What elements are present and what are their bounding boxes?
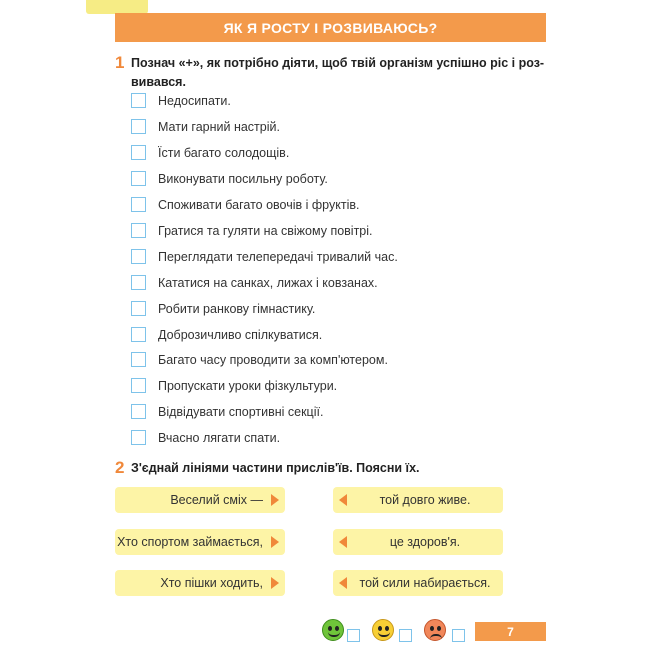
- list-item: [131, 144, 289, 161]
- task-1-number: 1: [115, 53, 125, 72]
- proverb-end-2: [333, 529, 503, 555]
- task-2-number: 2: [115, 458, 125, 477]
- checkbox[interactable]: [131, 352, 146, 367]
- task-1-instruction-line-2: вивався.: [131, 75, 186, 89]
- self-check-box-green[interactable]: [347, 629, 360, 642]
- task-1-instruction-line-1: Познач «+», як потрібно діяти, щоб твій організм успішно ріс і роз-: [131, 56, 545, 70]
- proverb-start-2: [115, 529, 285, 555]
- smile-mouth-icon: [328, 632, 340, 637]
- checkbox[interactable]: [131, 404, 146, 419]
- list-item: [131, 326, 322, 343]
- checkbox[interactable]: [131, 93, 146, 108]
- list-item: [131, 170, 328, 187]
- item-label: Вчасно лягати спати.: [158, 430, 281, 445]
- eye-icon: [378, 626, 382, 631]
- list-item: [131, 300, 315, 317]
- checkbox[interactable]: [131, 249, 146, 264]
- item-label: Споживати багато овочів і фруктів.: [158, 197, 360, 212]
- checkbox[interactable]: [131, 223, 146, 238]
- proverb-end-label: той довго живе.: [379, 493, 471, 507]
- item-label: Доброзичливо спілкуватися.: [158, 327, 323, 342]
- list-item: [131, 377, 337, 394]
- checkbox[interactable]: [131, 145, 146, 160]
- eye-icon: [430, 626, 434, 631]
- item-label: Кататися на санках, лижах і ковзанах.: [158, 275, 378, 290]
- list-item: [131, 248, 398, 265]
- checkbox[interactable]: [131, 430, 146, 445]
- checkbox[interactable]: [131, 119, 146, 134]
- proverb-start-1: [115, 487, 285, 513]
- checkbox[interactable]: [131, 197, 146, 212]
- eye-icon: [437, 626, 441, 631]
- eye-icon: [335, 626, 339, 631]
- list-item: [131, 92, 231, 109]
- item-label: Переглядати телепередачі тривалий час.: [158, 249, 398, 264]
- corner-tab: [86, 0, 148, 14]
- item-label: Робити ранкову гімнастику.: [158, 301, 316, 316]
- item-label: Відвідувати спортивні секції.: [158, 404, 324, 419]
- sad-mouth-icon: [430, 634, 442, 639]
- proverb-end-1: [333, 487, 503, 513]
- connector-arrow-left-icon[interactable]: [339, 577, 347, 589]
- item-label: Мати гарний настрій.: [158, 119, 280, 134]
- proverb-end-label: це здоров'я.: [389, 535, 461, 549]
- page-title: ЯК Я РОСТУ І РОЗВИВАЮСЬ?: [115, 13, 546, 42]
- proverb-start-label: Веселий сміх —: [170, 493, 263, 507]
- self-check-box-orange[interactable]: [452, 629, 465, 642]
- task-1-instruction: [131, 54, 544, 92]
- connector-arrow-right-icon[interactable]: [271, 577, 279, 589]
- proverb-start-label: Хто спортом займається,: [117, 535, 263, 549]
- checkbox[interactable]: [131, 275, 146, 290]
- list-item: [131, 429, 280, 446]
- item-label: Їсти багато солодощів.: [158, 145, 290, 160]
- proverb-end-label: той сили набирається.: [359, 576, 491, 590]
- checkbox[interactable]: [131, 171, 146, 186]
- list-item: [131, 351, 388, 368]
- eye-icon: [385, 626, 389, 631]
- proverb-end-3: [333, 570, 503, 596]
- item-label: Гратися та гуляти на свіжому повітрі.: [158, 223, 373, 238]
- yellow-smile-face-icon: [372, 619, 394, 641]
- checkbox[interactable]: [131, 327, 146, 342]
- task-2-instruction: З'єднай лініями частини прислів'їв. Поясни їх.: [131, 461, 420, 475]
- eye-icon: [328, 626, 332, 631]
- connector-arrow-right-icon[interactable]: [271, 494, 279, 506]
- list-item: [131, 222, 373, 239]
- connector-arrow-right-icon[interactable]: [271, 536, 279, 548]
- item-label: Недосипати.: [158, 93, 231, 108]
- list-item: [131, 274, 378, 291]
- proverb-start-label: Хто пішки ходить,: [160, 576, 263, 590]
- checkbox[interactable]: [131, 378, 146, 393]
- list-item: [131, 118, 280, 135]
- list-item: [131, 403, 323, 420]
- self-check-box-yellow[interactable]: [399, 629, 412, 642]
- connector-arrow-left-icon[interactable]: [339, 494, 347, 506]
- smile-mouth-icon: [378, 632, 390, 637]
- item-label: Виконувати посильну роботу.: [158, 171, 328, 186]
- list-item: [131, 196, 359, 213]
- connector-arrow-left-icon[interactable]: [339, 536, 347, 548]
- checkbox[interactable]: [131, 301, 146, 316]
- proverb-start-3: [115, 570, 285, 596]
- green-smile-face-icon: [322, 619, 344, 641]
- page-number: 7: [475, 622, 546, 641]
- item-label: Пропускати уроки фізкультури.: [158, 378, 338, 393]
- orange-sad-face-icon: [424, 619, 446, 641]
- item-label: Багато часу проводити за комп'ютером.: [158, 352, 388, 367]
